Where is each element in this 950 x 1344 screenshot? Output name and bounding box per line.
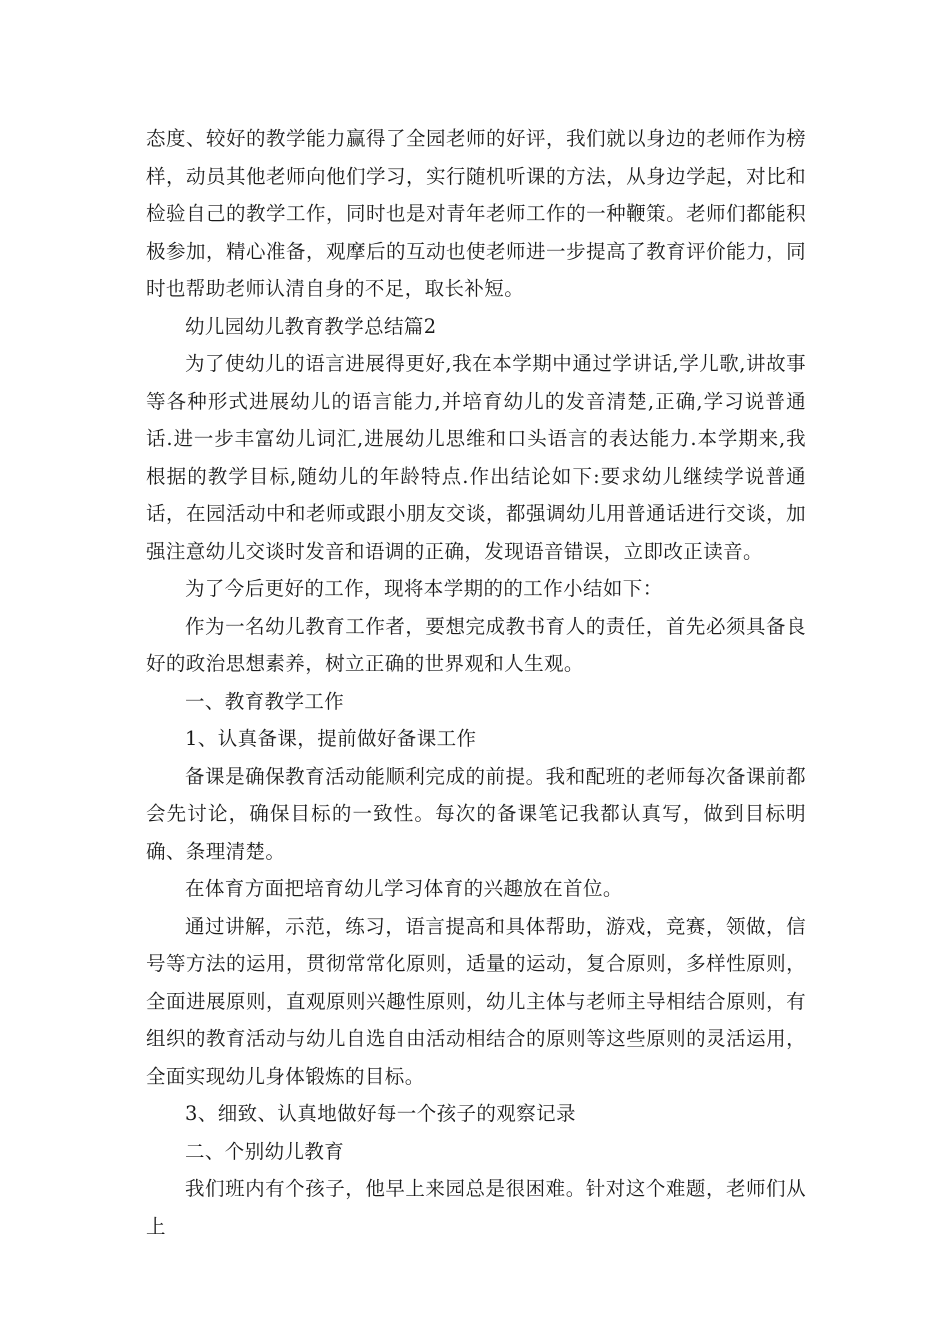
subsection-heading: 3、细致、认真地做好每一个孩子的观察记录: [185, 1102, 576, 1125]
paragraph: 在体育方面把培育幼儿学习体育的兴趣放在首位。: [185, 877, 623, 900]
paragraph: 作为一名幼儿教育工作者，要想完成教书育人的责任，首先必须具备良好的政治思想素养，树立正确的世界观和人生观。: [146, 614, 806, 675]
paragraph: 态度、较好的教学能力赢得了全园老师的好评，我们就以身边的老师作为榜样，动员其他老师向他们学习，实行随机听课的方法，从身边学起，对比和检验自己的教学工作，同时也是对青年老师工作的一种鞭策。老师们都能积极参加，精心准备，观摩后的互动也使老师进一步提高了教育评价能力，同时也帮助老师认清自身的不足，取长补短。: [146, 127, 806, 300]
section-heading: 二、个别幼儿教育: [185, 1139, 345, 1163]
section-heading: 一、教育教学工作: [185, 689, 345, 713]
document-body: [146, 120, 806, 1245]
section-heading: 幼儿园幼儿教育教学总结篇2: [185, 314, 437, 338]
paragraph: 我们班内有个孩子，他早上来园总是很困难。针对这个难题，老师们从上: [146, 1177, 806, 1238]
paragraph: 为了使幼儿的语言进展得更好,我在本学期中通过学讲话,学儿歌,讲故事等各种形式进展幼儿的语言能力,并培育幼儿的发音清楚,正确,学习说普通话.进一步丰富幼儿词汇,进展幼儿思维和口头语言的表达能力.本学期来,我根据的教学目标,随幼儿的年龄特点.作出结论如下:要求幼儿继续学说普通话，在园活动中和老师或跟小朋友交谈，都强调幼儿用普通话进行交谈，加强注意幼儿交谈时发音和语调的正确，发现语音错误，立即改正读音。: [146, 352, 806, 563]
paragraph: 通过讲解，示范，练习，语言提高和具体帮助，游戏，竞赛，领做，信号等方法的运用，贯彻常常化原则，适量的运动，复合原则，多样性原则，全面进展原则，直观原则兴趣性原则，幼儿主体与老师主导相结合原则，有组织的教育活动与幼儿自选自由活动相结合的原则等这些原则的灵活运用，全面实现幼儿身体锻炼的目标。: [146, 914, 806, 1088]
subsection-heading: 1、认真备课，提前做好备课工作: [185, 727, 477, 750]
paragraph: 为了今后更好的工作，现将本学期的的工作小结如下：: [185, 577, 663, 600]
paragraph: 备课是确保教育活动能顺利完成的前提。我和配班的老师每次备课前都会先讨论，确保目标的一致性。每次的备课笔记我都认真写，做到目标明确、条理清楚。: [146, 764, 806, 863]
